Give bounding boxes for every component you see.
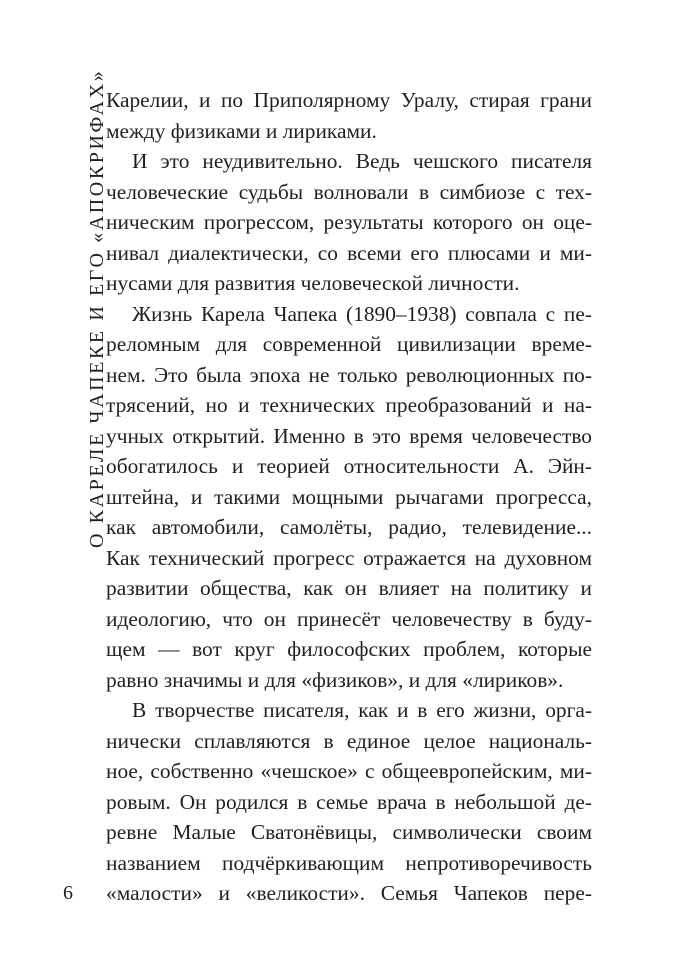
text-line: ническим прогрессом, результаты которого он оце- xyxy=(106,210,592,234)
text-line: И это неудивительно. Ведь чешского писателя xyxy=(132,149,592,173)
text-line: штейна, и такими мощными рычагами прогресса, xyxy=(106,484,592,509)
text-line: ровым. Он родился в семье врача в небольшой де- xyxy=(106,789,592,814)
text-line: щем — вот круг философских проблем, которые xyxy=(106,637,592,661)
text-line: обогатилось и теорией относительности А. Эйн- xyxy=(106,454,592,478)
text-line: ревне Малые Сватонёвицы, символически своим xyxy=(106,820,592,844)
text-line: реломным для современной цивилизации време- xyxy=(106,332,592,356)
text-line: нусами для развития человеческой личности. xyxy=(106,271,520,295)
text-line: Карелии, и по Приполярному Уралу, стирая грани xyxy=(106,88,592,112)
text-line: между физиками и лириками. xyxy=(106,118,377,143)
text-line: названием подчёркивающим непротиворечивость xyxy=(106,850,592,875)
text-line: трясений, но и технических преобразований и на- xyxy=(106,393,592,417)
text-line: учных открытий. Именно в это время человечество xyxy=(106,423,592,448)
page-number: 6 xyxy=(63,882,73,904)
running-head: О КАРЕЛЕ ЧАПЕКЕ И ЕГО «АПОКРИФАХ» xyxy=(86,68,108,548)
text-line: Как технический прогресс отражается на духовном xyxy=(106,545,592,570)
text-line: нем. Это была эпоха не только революционных по- xyxy=(106,362,592,387)
text-line: Жизнь Карела Чапека (1890–1938) совпала с пе- xyxy=(132,301,592,326)
text-line: человеческие судьбы волновали в симбиозе с тех- xyxy=(106,179,592,204)
text-line: нически сплавляются в единое целое националь- xyxy=(106,728,592,753)
text-line: развитии общества, как он влияет на политику и xyxy=(106,576,592,600)
text-line: «малости» и «великости». Семья Чапеков пере- xyxy=(106,881,592,905)
text-line: идеологию, что он принесёт человечеству в буду- xyxy=(106,606,592,631)
body-text xyxy=(106,85,592,909)
text-line: равно значимы и для «физиков», и для «лириков». xyxy=(106,667,564,692)
text-line: как автомобили, самолёты, радио, телевидение... xyxy=(106,515,592,539)
text-line: ное, собственно «чешское» с общеевропейским, ми- xyxy=(106,759,592,783)
text-line: нивал диалектически, со всеми его плюсами и ми- xyxy=(106,240,592,265)
text-line: В творчестве писателя, как и в его жизни, орга- xyxy=(132,698,592,722)
